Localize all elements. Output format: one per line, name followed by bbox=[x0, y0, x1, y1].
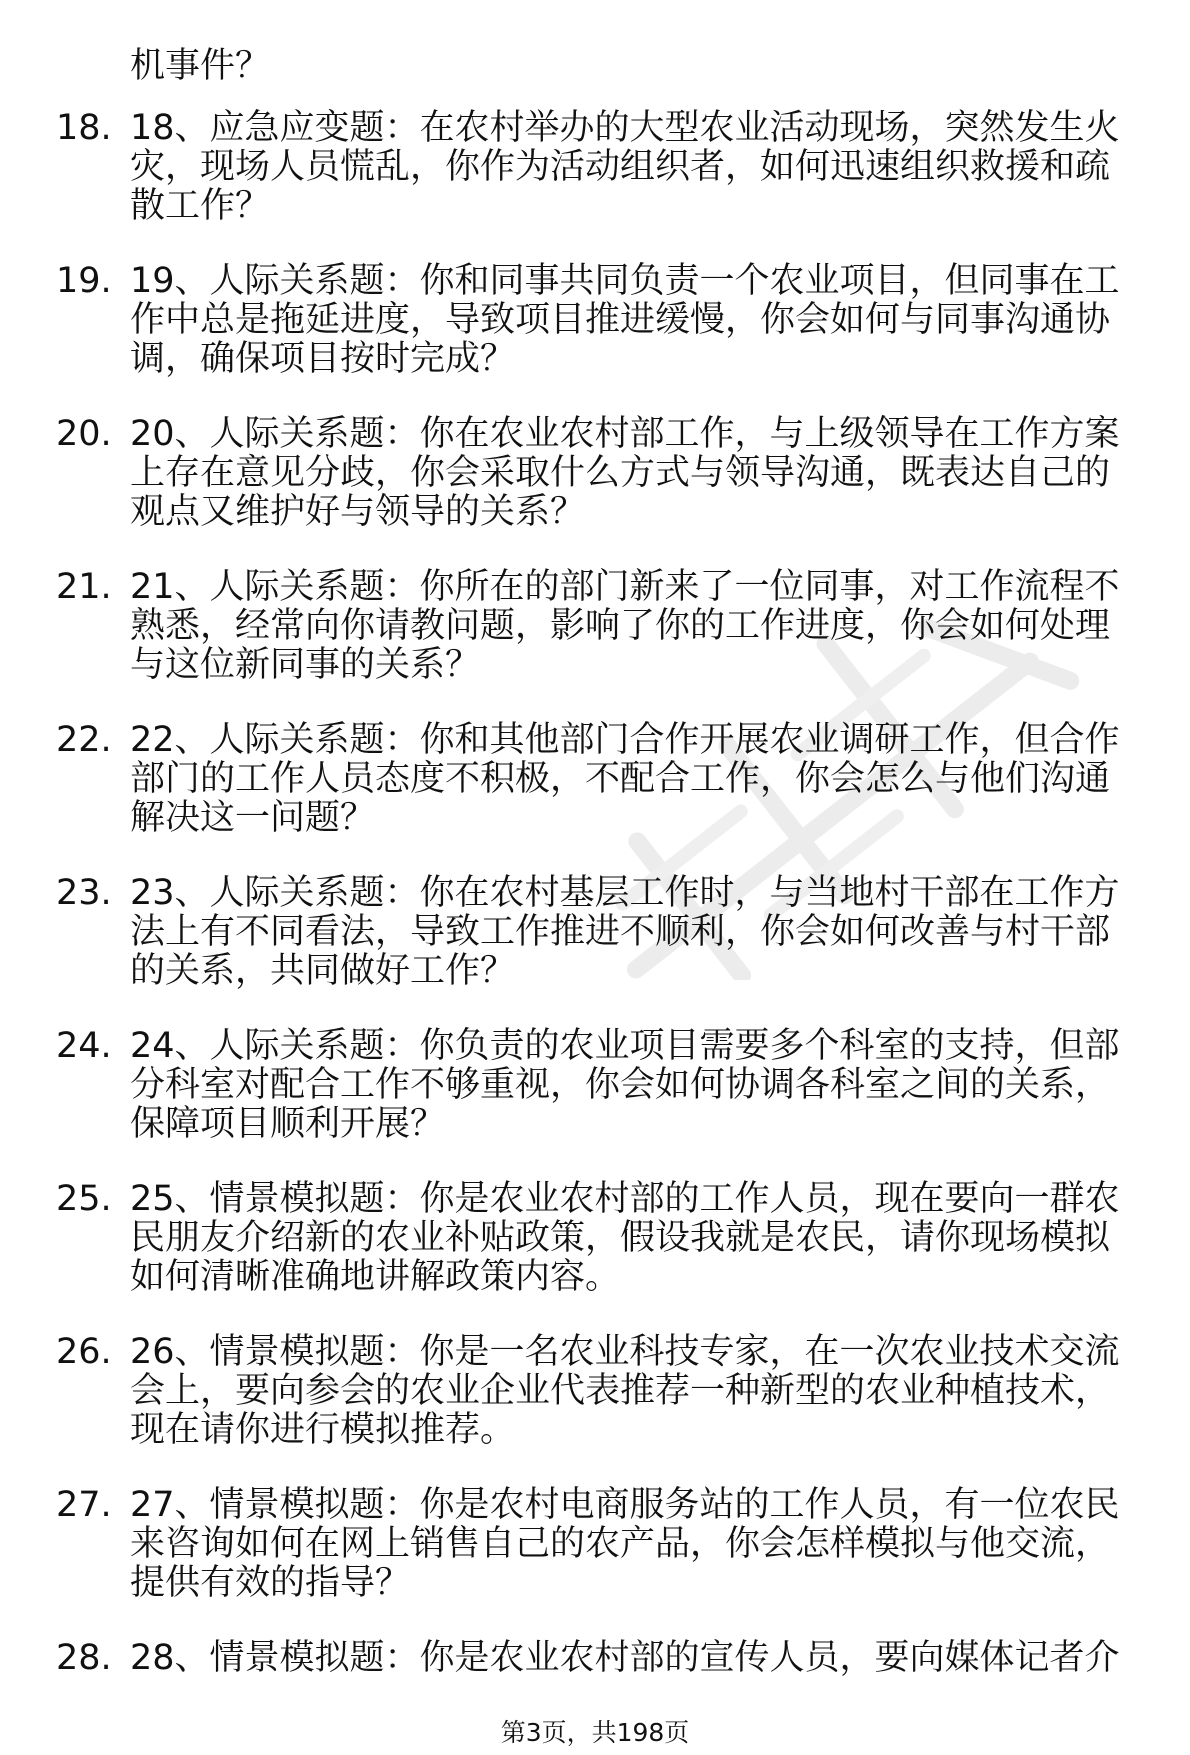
text-line: 23、人际关系题：你在农村基层工作时，与当地村干部在工作方 bbox=[130, 873, 1120, 913]
text-line: 民朋友介绍新的农业补贴政策，假设我就是农民，请你现场模拟 bbox=[130, 1218, 1111, 1258]
item-number: 20. bbox=[56, 414, 112, 454]
text-line: 保障项目顺利开展？ bbox=[130, 1104, 446, 1144]
item-text bbox=[130, 568, 1150, 685]
text-line: 27、情景模拟题：你是农村电商服务站的工作人员，有一位农民 bbox=[130, 1485, 1120, 1525]
continuation-line: 机事件？ bbox=[130, 46, 271, 86]
item-text bbox=[130, 415, 1150, 532]
text-line: 提供有效的指导？ bbox=[130, 1563, 411, 1603]
item-number: 19. bbox=[56, 261, 112, 301]
list-item bbox=[0, 109, 1190, 227]
text-line: 与这位新同事的关系？ bbox=[130, 645, 481, 685]
text-line: 20、人际关系题：你在农业农村部工作，与上级领导在工作方案 bbox=[130, 414, 1120, 454]
text-line: 21、人际关系题：你所在的部门新来了一位同事，对工作流程不 bbox=[130, 567, 1120, 607]
text-line: 22、人际关系题：你和其他部门合作开展农业调研工作，但合作 bbox=[130, 720, 1120, 760]
text-line: 25、情景模拟题：你是农业农村部的工作人员，现在要向一群农 bbox=[130, 1179, 1120, 1219]
list-item bbox=[0, 1639, 1190, 1679]
list-item bbox=[0, 415, 1190, 533]
item-text bbox=[130, 262, 1150, 379]
item-number: 21. bbox=[56, 567, 112, 607]
text-line: 熟悉，经常向你请教问题，影响了你的工作进度，你会如何处理 bbox=[130, 606, 1111, 646]
text-line: 来咨询如何在网上销售自己的农产品，你会怎样模拟与他交流， bbox=[130, 1524, 1111, 1564]
text-line: 调，确保项目按时完成？ bbox=[130, 339, 516, 379]
text-line: 灾，现场人员慌乱，你作为活动组织者，如何迅速组织救援和疏 bbox=[130, 147, 1111, 187]
list-item bbox=[0, 874, 1190, 992]
text-line: 作中总是拖延进度，导致项目推进缓慢，你会如何与同事沟通协 bbox=[130, 300, 1111, 340]
item-number: 27. bbox=[56, 1485, 112, 1525]
item-text bbox=[130, 1486, 1150, 1603]
text-line: 18、应急应变题：在农村举办的大型农业活动现场，突然发生火 bbox=[130, 108, 1120, 148]
item-number: 22. bbox=[56, 720, 112, 760]
text-line: 法上有不同看法，导致工作推进不顺利，你会如何改善与村干部 bbox=[130, 912, 1111, 952]
text-line: 的关系，共同做好工作？ bbox=[130, 951, 516, 991]
text-line: 28、情景模拟题：你是农业农村部的宣传人员，要向媒体记者介 bbox=[130, 1638, 1120, 1678]
item-text bbox=[130, 721, 1150, 838]
list-item bbox=[0, 1486, 1190, 1604]
list-item bbox=[0, 721, 1190, 839]
question-list bbox=[0, 109, 1190, 1714]
item-text bbox=[130, 109, 1150, 226]
item-number: 25. bbox=[56, 1179, 112, 1219]
item-number: 28. bbox=[56, 1638, 112, 1678]
text-line: 分科室对配合工作不够重视，你会如何协调各科室之间的关系， bbox=[130, 1065, 1111, 1105]
item-text bbox=[130, 1027, 1150, 1144]
list-item bbox=[0, 262, 1190, 380]
item-text bbox=[130, 1639, 1150, 1678]
text-line: 现在请你进行模拟推荐。 bbox=[130, 1410, 516, 1450]
item-text bbox=[130, 1180, 1150, 1297]
item-text bbox=[130, 874, 1150, 991]
page-footer: 第3页，共198页 bbox=[500, 1718, 690, 1747]
list-item bbox=[0, 1333, 1190, 1451]
item-number: 18. bbox=[56, 108, 112, 148]
item-text bbox=[130, 1333, 1150, 1450]
text-line: 19、人际关系题：你和同事共同负责一个农业项目，但同事在工 bbox=[130, 261, 1120, 301]
text-line: 如何清晰准确地讲解政策内容。 bbox=[130, 1257, 621, 1297]
list-item bbox=[0, 1180, 1190, 1298]
text-line: 解决这一问题？ bbox=[130, 798, 376, 838]
list-item bbox=[0, 1027, 1190, 1145]
item-number: 23. bbox=[56, 873, 112, 913]
text-line: 部门的工作人员态度不积极，不配合工作，你会怎么与他们沟通 bbox=[130, 759, 1111, 799]
text-line: 上存在意见分歧，你会采取什么方式与领导沟通，既表达自己的 bbox=[130, 453, 1111, 493]
item-number: 24. bbox=[56, 1026, 112, 1066]
text-line: 会上，要向参会的农业企业代表推荐一种新型的农业种植技术， bbox=[130, 1371, 1111, 1411]
text-line: 26、情景模拟题：你是一名农业科技专家，在一次农业技术交流 bbox=[130, 1332, 1120, 1372]
text-line: 24、人际关系题：你负责的农业项目需要多个科室的支持，但部 bbox=[130, 1026, 1120, 1066]
list-item bbox=[0, 568, 1190, 686]
text-line: 观点又维护好与领导的关系？ bbox=[130, 492, 586, 532]
text-line: 散工作？ bbox=[130, 186, 271, 226]
item-number: 26. bbox=[56, 1332, 112, 1372]
